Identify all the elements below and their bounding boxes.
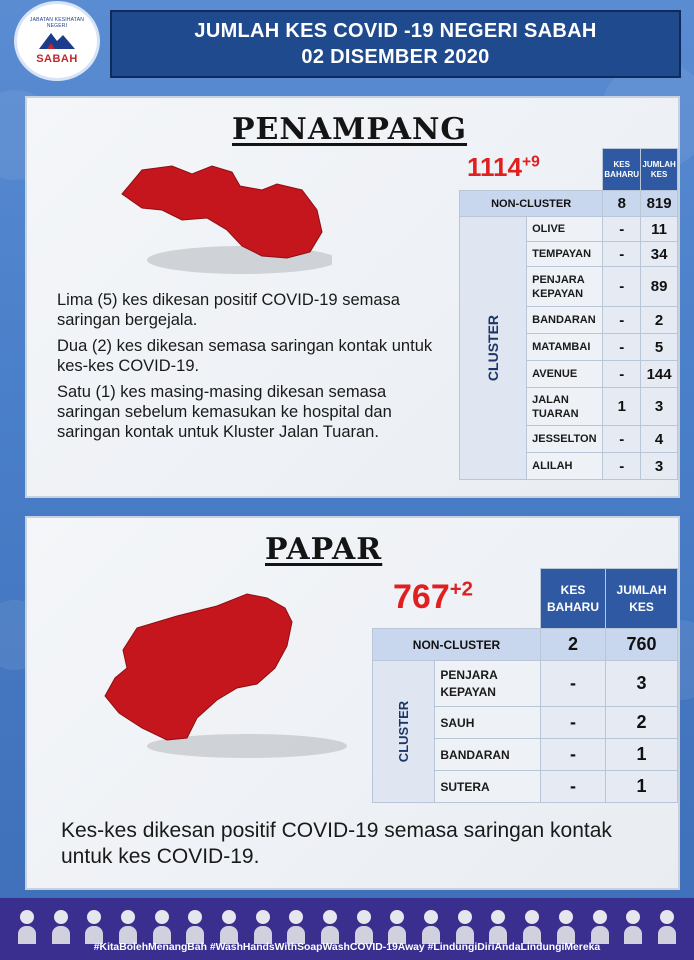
- table-row-noncluster: NON-CLUSTER 8 819: [460, 191, 678, 217]
- person-icon: [456, 910, 474, 944]
- person-icon: [220, 910, 238, 944]
- footer-banner: [0, 898, 694, 960]
- title-line-1: JUMLAH KES COVID -19 NEGERI SABAH: [194, 20, 597, 42]
- frontliner-illustration: [10, 904, 684, 944]
- person-icon: [52, 910, 70, 944]
- logo-name: SABAH: [36, 53, 78, 65]
- person-icon: [85, 910, 103, 944]
- district-name-penampang: PENAMPANG: [232, 112, 468, 147]
- health-department-logo: [17, 4, 97, 78]
- table-row: AVENUE - 144: [460, 361, 678, 388]
- person-icon: [523, 910, 541, 944]
- papar-panel: [25, 516, 680, 890]
- header-kes-baharu: KES BAHARU: [540, 569, 605, 629]
- mountain-logo-icon: [37, 29, 77, 51]
- papar-new-cases: +2: [449, 578, 473, 601]
- penampang-total-value: 1114: [467, 152, 522, 182]
- penampang-panel: [25, 96, 680, 498]
- district-name-papar: PAPAR: [265, 532, 383, 567]
- papar-total-value: 767: [393, 578, 450, 616]
- person-icon: [355, 910, 373, 944]
- person-icon: [186, 910, 204, 944]
- person-icon: [153, 910, 171, 944]
- person-icon: [254, 910, 272, 944]
- person-icon: [321, 910, 339, 944]
- table-row: TEMPAYAN - 34: [460, 242, 678, 267]
- person-icon: [658, 910, 676, 944]
- table-row-noncluster: NON-CLUSTER 2 760: [373, 629, 678, 661]
- table-row: BANDARAN - 2: [460, 307, 678, 334]
- desc-line-2: Dua (2) kes dikesan semasa saringan kontak untuk kes-kes COVID-19.: [57, 337, 433, 375]
- papar-map-icon: [97, 588, 347, 768]
- person-icon: [287, 910, 305, 944]
- table-row: SUTERA - 1: [373, 771, 678, 803]
- table-row: JALAN TUARAN 1 3: [460, 388, 678, 426]
- penampang-map-icon: [112, 160, 332, 280]
- desc-line-1: Lima (5) kes dikesan positif COVID-19 semasa saringan bergejala.: [57, 291, 400, 329]
- penampang-description: [57, 290, 437, 448]
- table-row: MATAMBAI - 5: [460, 334, 678, 361]
- person-icon: [624, 910, 642, 944]
- page-title: [110, 10, 681, 78]
- header-jumlah-kes: JUMLAH KES: [641, 149, 678, 191]
- penampang-new-cases: +9: [521, 153, 540, 171]
- person-icon: [18, 910, 36, 944]
- cluster-label: CLUSTER: [460, 217, 527, 480]
- person-icon: [119, 910, 137, 944]
- person-icon: [422, 910, 440, 944]
- desc-line-3: Satu (1) kes masing-masing dikesan semasa saringan sebelum kemasukan ke hospital dan saringan kontak untuk Kluster Jalan Tuaran.: [57, 383, 392, 441]
- person-icon: [557, 910, 575, 944]
- logo-top-text: JABATAN KESIHATAN NEGERI: [29, 17, 85, 29]
- person-icon: [388, 910, 406, 944]
- header-kes-baharu: KES BAHARU: [603, 149, 641, 191]
- table-row: CLUSTER PENJARA KEPAYAN - 3: [373, 661, 678, 707]
- cluster-label: CLUSTER: [373, 661, 435, 803]
- title-line-2: 02 DISEMBER 2020: [301, 46, 490, 68]
- penampang-case-table: [459, 148, 678, 480]
- table-row: PENJARA KEPAYAN - 89: [460, 267, 678, 307]
- table-row: BANDARAN - 1: [373, 739, 678, 771]
- papar-case-table: [372, 568, 678, 803]
- header-jumlah-kes: JUMLAH KES: [606, 569, 678, 629]
- footer-hashtags: #KitaBolehMenangBah #WashHandsWithSoapWashCOVID-19Away #LindungiDiriAndaLindungiMereka: [93, 942, 601, 953]
- person-icon: [591, 910, 609, 944]
- table-row: SAUH - 2: [373, 707, 678, 739]
- person-icon: [489, 910, 507, 944]
- papar-description: Kes-kes dikesan positif COVID-19 semasa saringan kontak untuk kes COVID-19.: [61, 819, 612, 868]
- table-row: CLUSTER OLIVE - 11: [460, 217, 678, 242]
- table-row: JESSELTON - 4: [460, 426, 678, 453]
- table-row: ALILAH - 3: [460, 453, 678, 480]
